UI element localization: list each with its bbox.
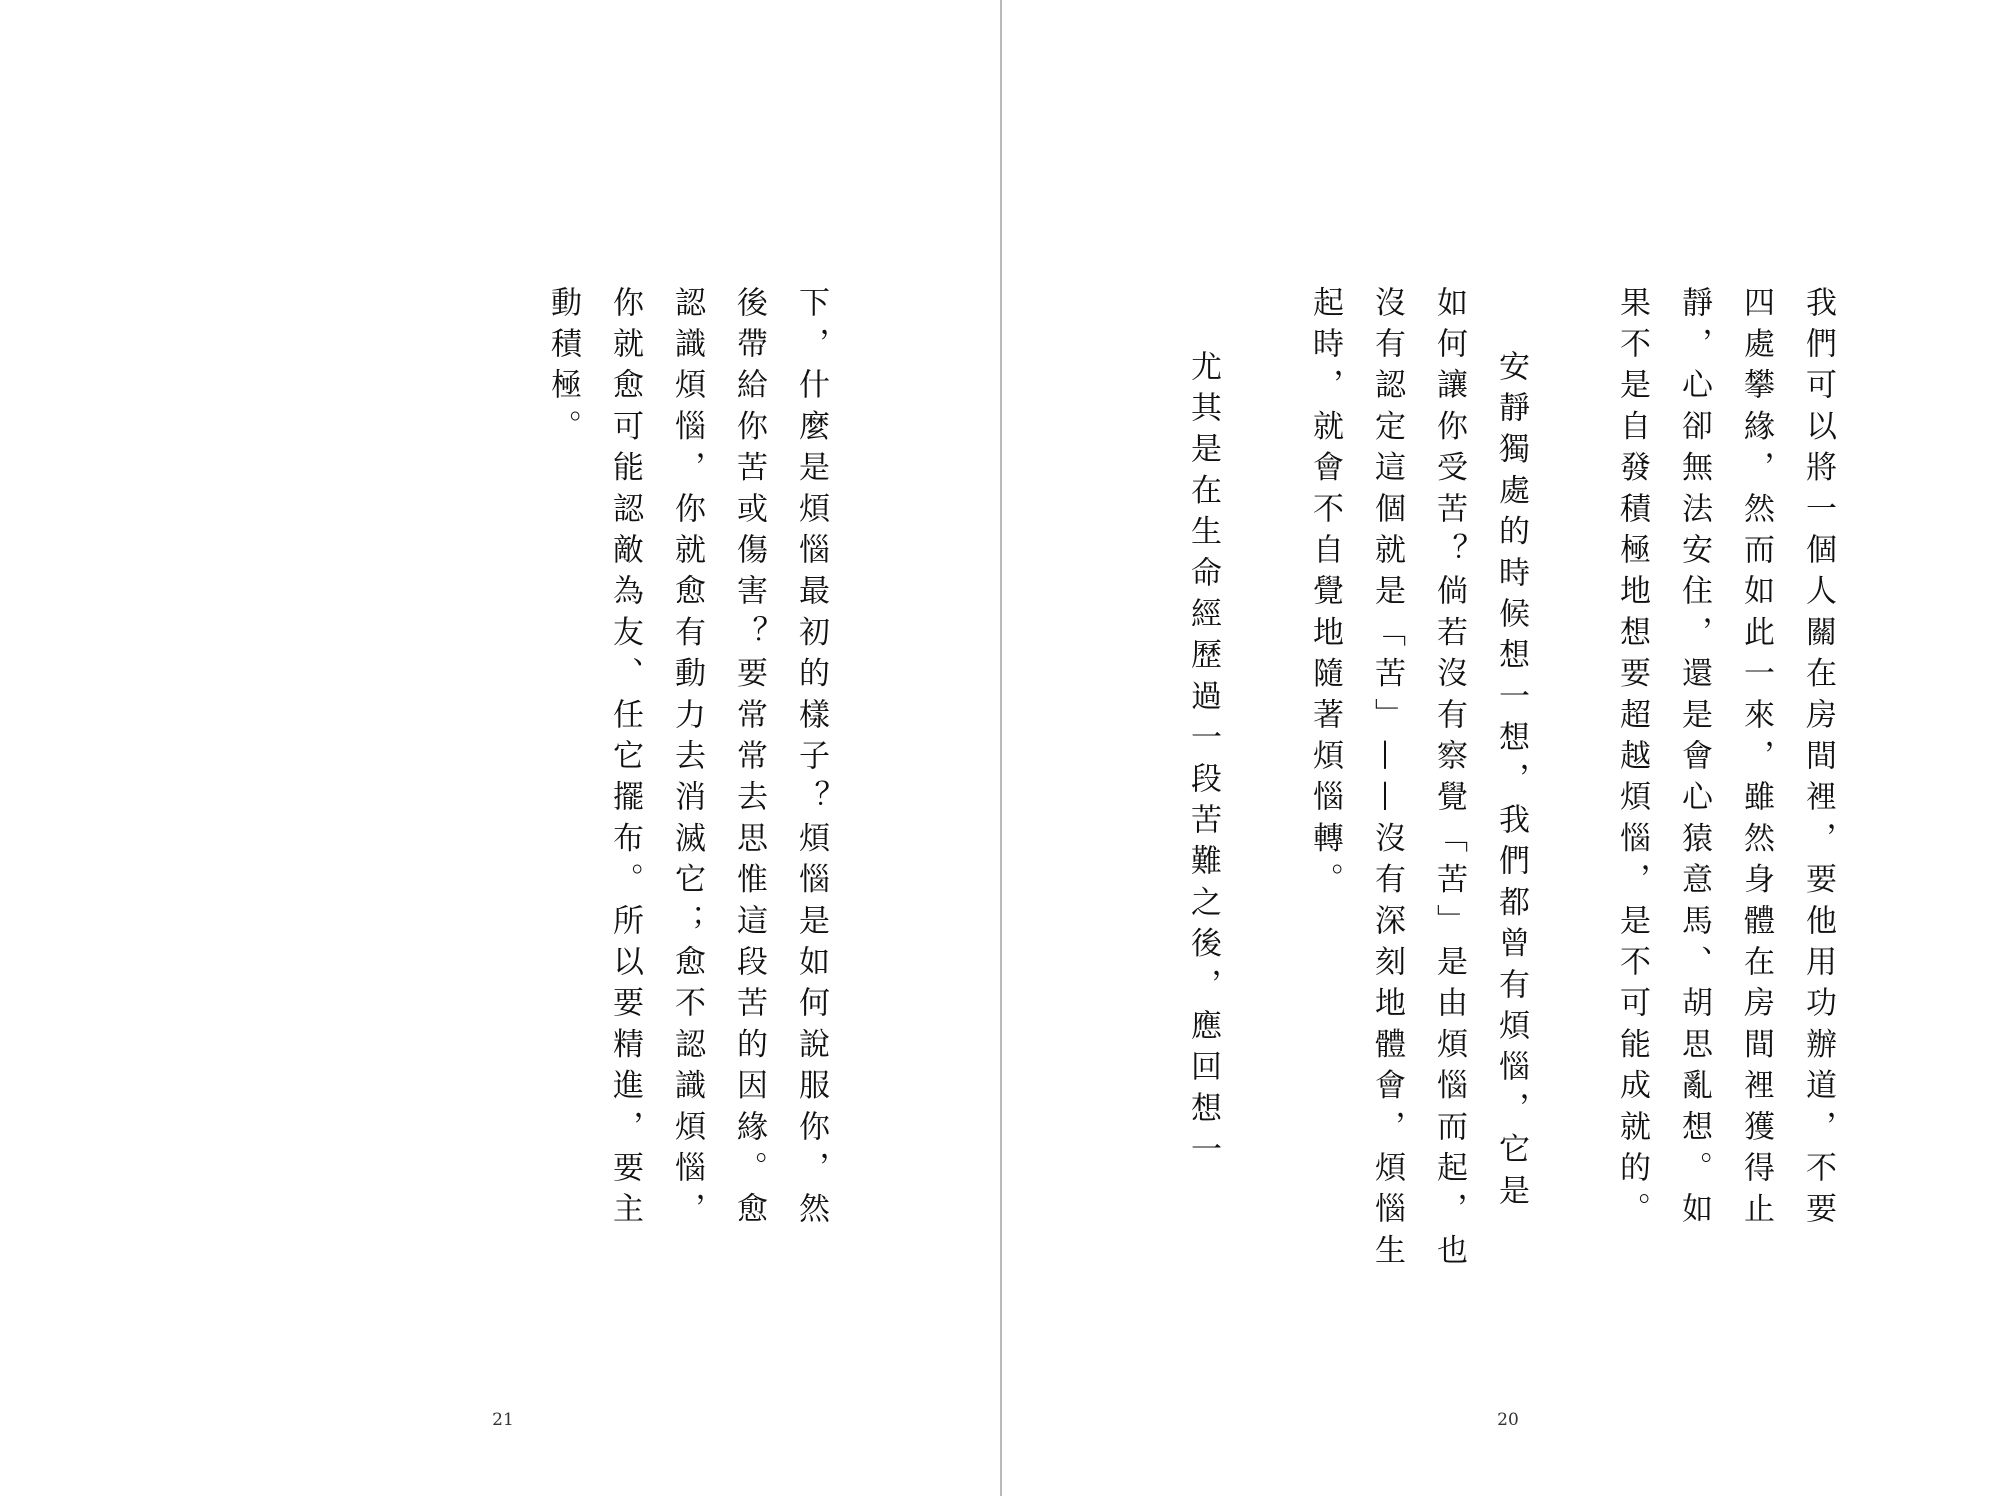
page-number: 20 xyxy=(1497,1410,1519,1430)
text-column: 安靜獨處的時候想一想，我們都曾有煩惱，它是 xyxy=(1493,350,1529,1216)
text-column: 果不是自發積極地想要超越煩惱，是不可能成就的。 xyxy=(1614,286,1650,1234)
right-page xyxy=(1002,0,2000,1496)
text-column: 起時，就會不自覺地隨著煩惱轉。 xyxy=(1307,286,1343,904)
text-column: 下，什麼是煩惱最初的樣子？煩惱是如何說服你，然 xyxy=(793,286,829,1234)
page-number: 21 xyxy=(492,1410,514,1430)
text-column: 後帶給你苦或傷害？要常常去思惟這段苦的因緣。愈 xyxy=(731,286,767,1234)
text-column: 尤其是在生命經歷過一段苦難之後，應回想一 xyxy=(1185,350,1221,1174)
text-column: 如何讓你受苦？倘若沒有察覺「苦」是由煩惱而起，也 xyxy=(1431,286,1467,1275)
text-column: 靜，心卻無法安住，還是會心猿意馬、胡思亂想。如 xyxy=(1676,286,1712,1234)
text-column: 沒有認定這個就是「苦」——沒有深刻地體會，煩惱生 xyxy=(1369,286,1405,1275)
text-column: 我們可以將一個人關在房間裡，要他用功辦道，不要 xyxy=(1800,286,1836,1234)
text-column: 動積極。 xyxy=(545,286,581,451)
text-column: 認識煩惱，你就愈有動力去消滅它；愈不認識煩惱， xyxy=(669,286,705,1234)
text-column: 你就愈可能認敵為友、任它擺布。所以要精進，要主 xyxy=(607,286,643,1234)
text-column: 四處攀緣，然而如此一來，雖然身體在房間裡獲得止 xyxy=(1738,286,1774,1234)
